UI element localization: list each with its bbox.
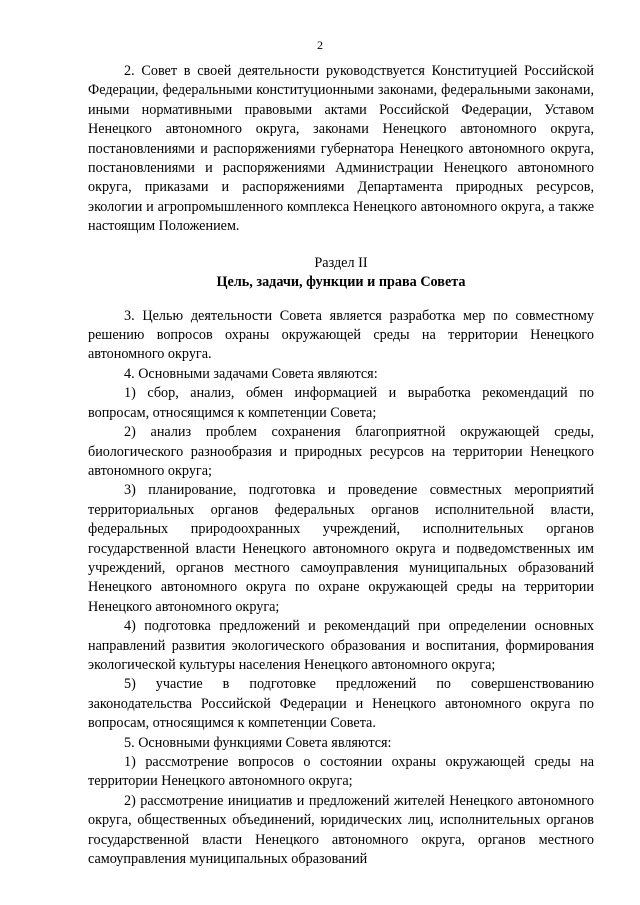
document-body [88, 62, 594, 869]
list-item: 1) рассмотрение вопросов о состоянии охраны окружающей среды на территории Ненецкого автономного округа; [88, 754, 594, 790]
section-title: Цель, задачи, функции и права Совета [216, 273, 466, 290]
paragraph: 5. Основными функциями Совета являются: [124, 734, 392, 751]
list-item: 1) сбор, анализ, обмен информацией и выработка рекомендаций по вопросам, относящимся к компетенции Совета; [88, 385, 594, 421]
list-item: 2) рассмотрение инициатив и предложений жителей Ненецкого автономного округа, общественных объединений, юридических лиц, исполнительных органов государственной власти Ненецкого автономного округа, органов местного самоуправления муниципальных образований [88, 792, 594, 868]
section-heading [88, 254, 594, 292]
list-item: 4) подготовка предложений и рекомендаций при определении основных направлений развития экологического образования и воспитания, формирования экологической культуры населения Ненецкого автономного округа; [88, 618, 594, 673]
list-item: 3) планирование, подготовка и проведение совместных мероприятий территориальных органов федеральных органов исполнительной власти, федеральных природоохранных учреждений, исполнительных органов государственной власти Ненецкого автономного округа и подведомственных им учреждений, органов местного самоуправления муниципальных образований Ненецкого автономного округа по охране окружающей среды на территории Ненецкого автономного округа; [88, 482, 594, 615]
paragraph: 2. Совет в своей деятельности руководствуется Конституцией Российской Федерации, федеральными конституционными законами, федеральными законами, иными нормативными правовыми актами Российской Федерации, Уставом Ненецкого автономного округа, законами Ненецкого автономного округа, постановлениями и распоряжениями губернатора Ненецкого автономного округа, постановлениями и распоряжениями Администрации Ненецкого автономного округа, приказами и распоряжениями Департамента природных ресурсов, экологии и агропромышленного комплекса Ненецкого автономного округа, а также настоящим Положением. [88, 63, 594, 235]
section-number: Раздел II [314, 254, 368, 271]
list-item: 2) анализ проблем сохранения благоприятной окружающей среды, биологического разнообразия и природных ресурсов на территории Ненецкого автономного округа; [88, 424, 594, 479]
spacer [88, 292, 594, 307]
paragraph: 4. Основными задачами Совета являются: [124, 365, 378, 382]
page-number: 2 [317, 38, 323, 52]
paragraph: 3. Целью деятельности Совета является разработка мер по совместному решению вопросов охраны окружающей среды на территории Ненецкого автономного округа. [88, 307, 594, 363]
list-item: 5) участие в подготовке предложений по совершенствованию законодательства Российской Федерации и Ненецкого автономного округа по вопросам, относящимся к компетенции Совета. [88, 676, 594, 732]
